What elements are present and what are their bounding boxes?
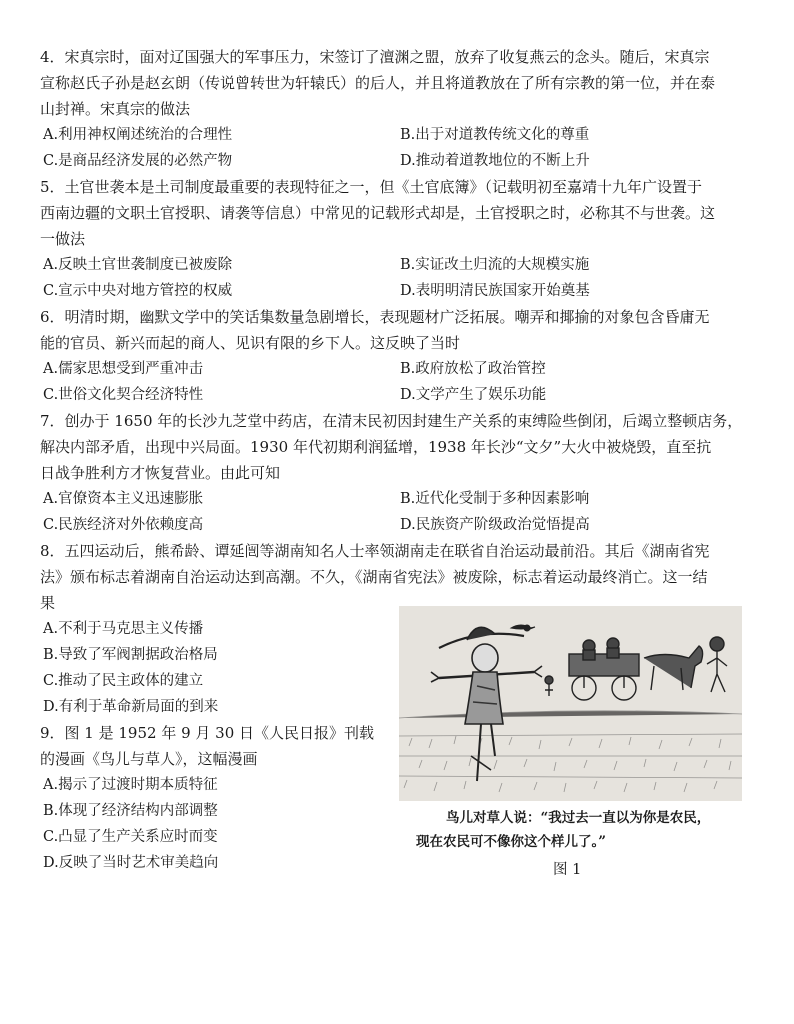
q4-stem-line2: 宣称赵氏子孙是赵玄朗（传说曾转世为轩辕氏）的后人，并且将道教放在了所有宗教的第一位，并在泰 xyxy=(40,74,716,92)
figure-caption-line1: 鸟儿对草人说：“我过去一直以为你是农民， xyxy=(446,810,711,826)
scarecrow-cartoon-illustration xyxy=(399,606,742,801)
figure-label: 图 1 xyxy=(553,862,582,878)
q6-option-d: D.文学产生了娱乐功能 xyxy=(400,387,547,403)
q5-option-a: A.反映土官世袭制度已被废除 xyxy=(43,257,233,273)
q6-option-c: C.世俗文化契合经济特性 xyxy=(43,387,204,403)
q5-option-b: B.实证改土归流的大规模实施 xyxy=(400,257,590,273)
q4-option-a: A.利用神权阐述统治的合理性 xyxy=(43,127,233,143)
q5-option-d: D.表明明清民族国家开始奠基 xyxy=(400,283,590,299)
q6-option-a: A.儒家思想受到严重冲击 xyxy=(43,361,204,377)
q4-option-b: B.出于对道教传统文化的尊重 xyxy=(400,127,590,143)
q8-option-a: A.不利于马克思主义传播 xyxy=(43,621,204,637)
figure-caption-line2: 现在农民可不像你这个样儿了。” xyxy=(416,834,607,850)
q9-option-c: C.凸显了生产关系应时而变 xyxy=(43,829,218,845)
q7-option-a: A.官僚资本主义迅速膨胀 xyxy=(43,491,204,507)
q8-stem-line2: 法》颁布标志着湖南自治运动达到高潮。不久，《湖南省宪法》被废除，标志着运动最终消亡。这一结 xyxy=(40,568,708,586)
q7-stem-line1: 7．创办于 1650 年的长沙九芝堂中药店，在清末民初因封建生产关系的束缚险些倒闭，后竭立整顿店务， xyxy=(40,412,743,430)
q4-stem-line1: 4．宋真宗时，面对辽国强大的军事压力，宋签订了澶渊之盟，放弃了收复燕云的念头。随后，宋真宗 xyxy=(40,48,710,66)
q4-option-d: D.推动着道教地位的不断上升 xyxy=(400,153,590,169)
q7-option-b: B.近代化受制于多种因素影响 xyxy=(400,491,590,507)
q6-option-b: B.政府放松了政治管控 xyxy=(400,361,546,377)
q8-stem-line3: 果 xyxy=(40,594,56,612)
q4-stem-line3: 山封禅。宋真宗的做法 xyxy=(40,100,191,118)
q5-stem-line3: 一做法 xyxy=(40,230,86,248)
q5-stem-line1: 5．土官世袭本是土司制度最重要的表现特征之一，但《土官底簿》（记载明初至嘉靖十九年广设置于 xyxy=(40,178,703,196)
q6-stem-line2: 能的官员、新兴而起的商人、见识有限的乡下人。这反映了当时 xyxy=(40,334,461,352)
q8-option-c: C.推动了民主政体的建立 xyxy=(43,673,204,689)
q7-stem-line2: 解决内部矛盾，出现中兴局面。1930 年代初期利润猛增，1938 年长沙“文夕”大火中被烧毁，直至抗 xyxy=(40,438,712,456)
q6-stem-line1: 6．明清时期，幽默文学中的笑话集数量急剧增长，表现题材广泛拓展。嘲弄和揶揄的对象包含昏庸无 xyxy=(40,308,710,326)
q8-stem-line1: 8．五四运动后，熊希龄、谭延闿等湖南知名人士率领湖南走在联省自治运动最前沿。其后《湖南省宪 xyxy=(40,542,710,560)
q9-option-a: A.揭示了过渡时期本质特征 xyxy=(43,777,218,793)
cartoon-figure xyxy=(399,606,742,801)
q9-stem-line2: 的漫画《鸟儿与草人》，这幅漫画 xyxy=(40,750,258,768)
q9-option-b: B.体现了经济结构内部调整 xyxy=(43,803,218,819)
q8-option-b: B.导致了军阀割据政治格局 xyxy=(43,647,218,663)
q8-option-d: D.有利于革命新局面的到来 xyxy=(43,699,219,715)
q7-option-c: C.民族经济对外依赖度高 xyxy=(43,517,204,533)
q7-option-d: D.民族资产阶级政治觉悟提高 xyxy=(400,517,590,533)
q7-stem-line3: 日战争胜利方才恢复营业。由此可知 xyxy=(40,464,281,482)
q5-option-c: C.宣示中央对地方管控的权威 xyxy=(43,283,233,299)
q4-option-c: C.是商品经济发展的必然产物 xyxy=(43,153,233,169)
q9-option-d: D.反映了当时艺术审美趋向 xyxy=(43,855,219,871)
q9-stem-line1: 9．图 1 是 1952 年 9 月 30 日《人民日报》刊载 xyxy=(40,724,375,742)
q5-stem-line2: 西南边疆的文职土官授职、请袭等信息）中常见的记载形式却是，土官授职之时，必称其不与世袭。这 xyxy=(40,204,716,222)
